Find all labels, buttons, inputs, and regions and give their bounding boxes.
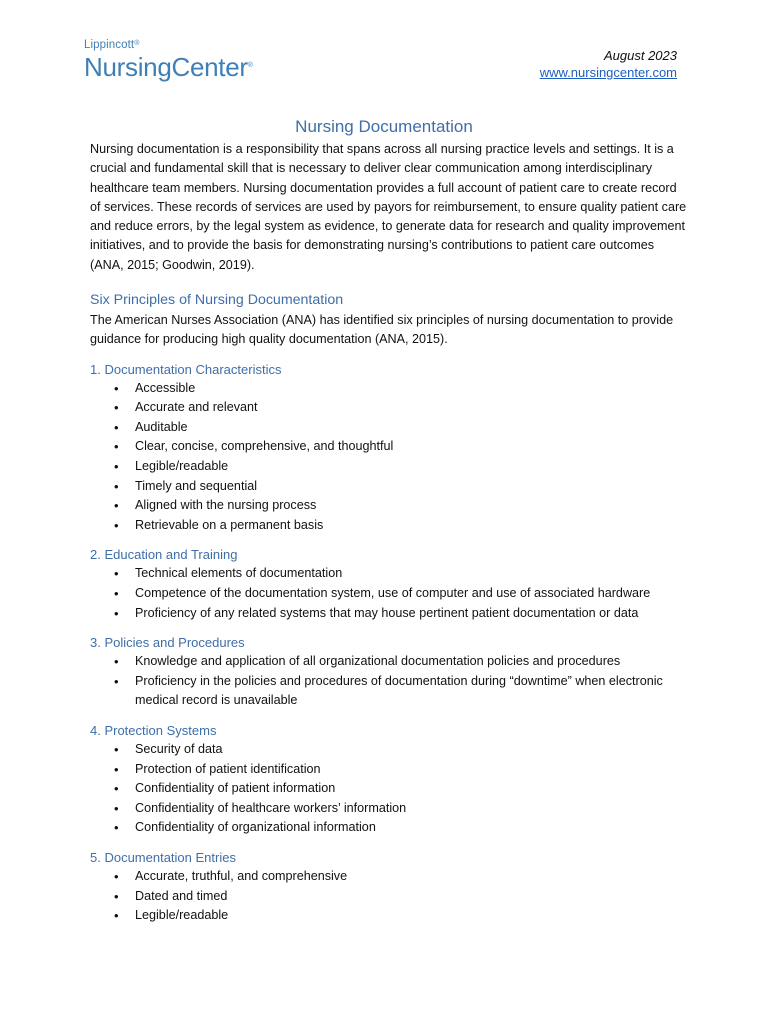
list-item — [114, 740, 690, 760]
document-body — [90, 140, 690, 926]
list-item — [114, 867, 690, 887]
list-item-text: Confidentiality of patient information — [135, 781, 336, 796]
list-item — [114, 672, 690, 711]
list-item-text: Legible/readable — [135, 459, 229, 474]
list-item — [114, 818, 690, 838]
bullet-icon: • — [114, 654, 119, 670]
bullet-icon: • — [114, 741, 119, 757]
intro-paragraph: Nursing documentation is a responsibility that spans across all nursing practice levels and settings. It is a crucial and fundamental skill that is necessary to deliver clear communication among interdisciplinary healthcare team members. Nursing documentation provides a full account of patient care to create record of services. These records of services are used by payors for reimbursement, to ensure quality patient care and reduce errors, by the legal system as evidence, to generate data for research and quality improvement initiatives, and to provide the basis for demonstrating nursing’s contributions to patient care outcomes (ANA, 2015; Goodwin, 2019). — [90, 142, 687, 272]
list-item-text: Knowledge and application of all organizational documentation policies and procedures — [135, 654, 621, 669]
logo-lippincott-text: Lippincott® — [84, 39, 140, 51]
list-item-text: Accessible — [135, 380, 196, 395]
list-item — [114, 477, 690, 497]
list-item-text: Legible/readable — [135, 908, 229, 923]
nursingcenter-link[interactable]: www.nursingcenter.com — [539, 65, 677, 80]
list-item — [114, 760, 690, 780]
section-heading: 2. Education and Training — [90, 547, 238, 563]
list-item-text: Proficiency of any related systems that may house pertinent patient documentation or data — [135, 605, 639, 620]
bullet-icon: • — [114, 868, 119, 884]
bullet-icon: • — [114, 761, 119, 777]
list-item — [114, 398, 690, 418]
list-item — [114, 799, 690, 819]
list-item-text: Confidentiality of healthcare workers’ information — [135, 800, 407, 815]
list-item-text: Security of data — [135, 741, 223, 756]
principles-heading: Six Principles of Nursing Documentation — [90, 292, 344, 309]
bullet-icon: • — [114, 478, 119, 494]
bullet-icon: • — [114, 888, 119, 904]
list-item — [114, 457, 690, 477]
section-heading: 4. Protection Systems — [90, 722, 217, 738]
bullet-icon: • — [114, 605, 119, 621]
list-item-text: Retrievable on a permanent basis — [135, 517, 324, 532]
principles-sections — [90, 361, 690, 926]
list-item-text: Confidentiality of organizational information — [135, 820, 376, 835]
list-item-text: Accurate, truthful, and comprehensive — [135, 868, 348, 883]
section-heading: 5. Documentation Entries — [90, 849, 236, 865]
publication-date: August 2023 — [603, 48, 677, 63]
bullet-list — [90, 379, 690, 536]
list-item — [114, 496, 690, 516]
bullet-icon: • — [114, 419, 119, 435]
list-item — [114, 906, 690, 926]
bullet-icon: • — [114, 498, 119, 514]
list-item-text: Clear, concise, comprehensive, and thoughtful — [135, 439, 394, 454]
list-item-text: Technical elements of documentation — [135, 566, 343, 581]
list-item-text: Accurate and relevant — [135, 400, 258, 415]
list-item-text: Auditable — [135, 419, 188, 434]
list-item — [114, 516, 690, 536]
bullet-icon: • — [114, 673, 119, 689]
bullet-icon: • — [114, 566, 119, 582]
bullet-icon: • — [114, 459, 119, 475]
list-item — [114, 379, 690, 399]
list-item — [114, 584, 690, 604]
list-item — [114, 779, 690, 799]
lippincott-nursingcenter-logo[interactable] — [84, 38, 253, 82]
header-meta — [540, 47, 677, 81]
bullet-icon: • — [114, 400, 119, 416]
bullet-list — [90, 867, 690, 926]
bullet-list — [90, 740, 690, 838]
section-heading: 1. Documentation Characteristics — [90, 361, 282, 377]
list-item-text: Proficiency in the policies and procedures of documentation during “downtime” when electronic medical record is unavailable — [135, 673, 663, 708]
list-item-text: Dated and timed — [135, 888, 228, 903]
logo-nursingcenter-text: NursingCenter® — [84, 52, 253, 82]
bullet-icon: • — [114, 800, 119, 816]
list-item-text: Protection of patient identification — [135, 761, 321, 776]
list-item — [114, 887, 690, 907]
bullet-icon: • — [114, 439, 119, 455]
bullet-list — [90, 564, 690, 623]
list-item-text: Aligned with the nursing process — [135, 498, 317, 513]
section-heading: 3. Policies and Procedures — [90, 635, 245, 651]
principles-intro-paragraph: The American Nurses Association (ANA) has identified six principles of nursing documentation to provide guidance for producing high quality documentation (ANA, 2015). — [90, 313, 674, 347]
page-title: Nursing Documentation — [295, 117, 473, 136]
list-item — [114, 652, 690, 672]
bullet-icon: • — [114, 586, 119, 602]
list-item — [114, 437, 690, 457]
list-item-text: Timely and sequential — [135, 478, 258, 493]
bullet-icon: • — [114, 517, 119, 533]
list-item — [114, 564, 690, 584]
bullet-list — [90, 652, 690, 711]
bullet-icon: • — [114, 908, 119, 924]
list-item — [114, 418, 690, 438]
list-item — [114, 604, 690, 624]
list-item-text: Competence of the documentation system, use of computer and use of associated hardware — [135, 586, 651, 601]
bullet-icon: • — [114, 820, 119, 836]
bullet-icon: • — [114, 781, 119, 797]
bullet-icon: • — [114, 380, 119, 396]
